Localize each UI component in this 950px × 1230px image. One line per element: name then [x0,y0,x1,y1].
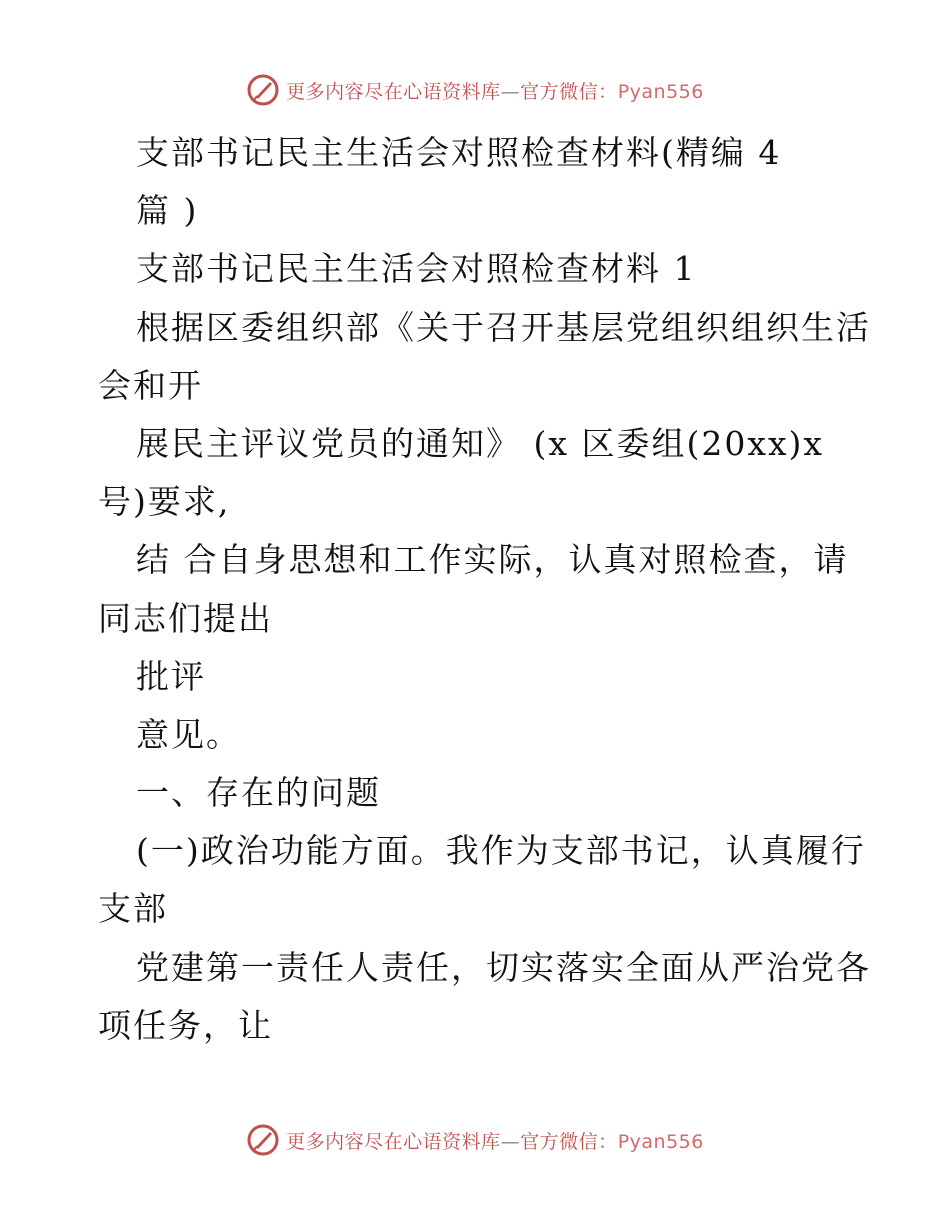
quill-logo-icon [246,73,280,107]
text-line: 同志们提出 [98,598,273,638]
text-line: 批评 [136,656,206,696]
header-watermark [0,70,950,110]
text-line: 展民主评议党员的通知》 (x 区委组(20xx)x [136,423,825,463]
text-line: 支部书记民主生活会对照检查材料 1 [136,249,697,289]
text-line: 根据区委组织部《关于召开基层党组织组织生活 [136,307,871,347]
text-line: (一)政治功能方面。我作为支部书记，认真履行 [136,831,866,871]
document-body [98,124,871,1055]
text-line: 支部书记民主生活会对照检查材料(精编 4 [136,133,782,172]
watermark-text: 更多内容尽在心语资料库—官方微信：Pyan556 [286,1130,704,1153]
text-line: 项任务，让 [98,1005,273,1045]
text-line: 结 合自身思想和工作实际，认真对照检查，请 [136,540,849,580]
text-line: 党建第一责任人责任，切实落实全面从严治党各 [136,947,871,987]
quill-logo-icon [246,1123,280,1157]
text-line: 意见。 [136,714,241,754]
footer-watermark [0,1120,950,1160]
watermark-text: 更多内容尽在心语资料库—官方微信：Pyan556 [286,80,704,103]
text-line: 支部 [98,889,168,929]
text-line: 会和开 [98,365,203,405]
text-line: 一、存在的问题 [136,773,381,813]
text-line: 篇 ) [136,191,199,231]
text-line: 号)要求, [98,482,231,522]
